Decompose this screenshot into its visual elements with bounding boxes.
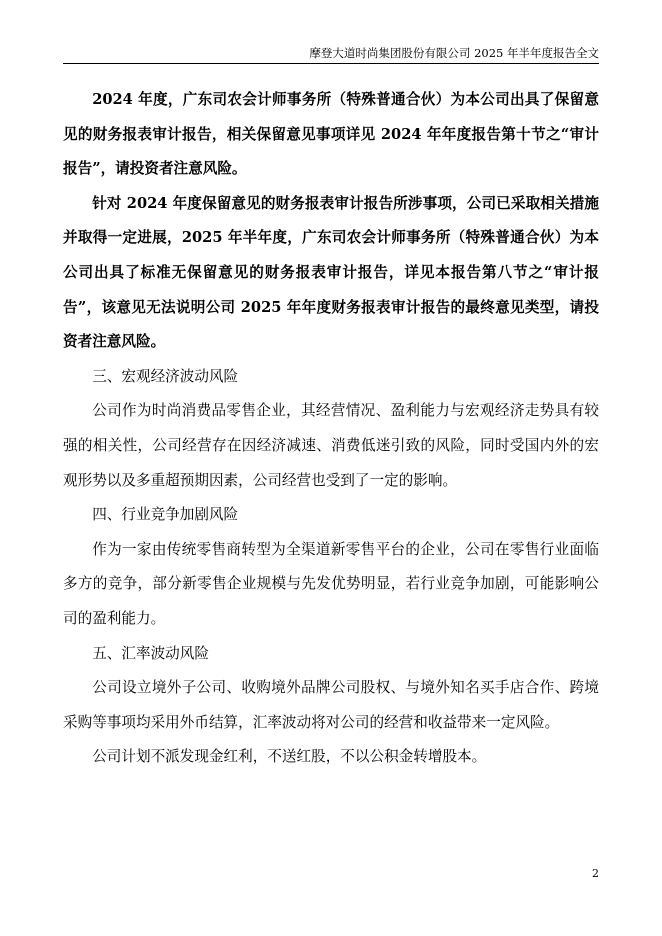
document-body bbox=[63, 83, 599, 775]
paragraph-macro-risk: 公司作为时尚消费品零售企业，其经营情况、盈利能力与宏观经济走势具有较强的相关性，公司经营存在因经济减速、消费低迷引致的风险，同时受国内外的宏观形势以及多重超预期因素，公司经营也受到了一定的影响。 bbox=[63, 402, 599, 489]
section-heading-exchange-rate-risk: 五、汇率波动风险 bbox=[92, 644, 209, 662]
paragraph-exchange-rate-risk: 公司设立境外子公司、收购境外品牌公司股权、与境外知名买手店合作、跨境采购等事项均采用外币结算，汇率波动将对公司的经营和收益带来一定风险。 bbox=[63, 679, 599, 731]
paragraph-dividend-plan: 公司计划不派发现金红利，不送红股，不以公积金转增股本。 bbox=[92, 748, 487, 766]
paragraph-competition-risk: 作为一家由传统零售商转型为全渠道新零售平台的企业，公司在零售行业面临多方的竞争，部分新零售企业规模与先发优势明显，若行业竞争加剧，可能影响公司的盈利能力。 bbox=[63, 540, 599, 627]
paragraph-audit-opinion-2024: 2024 年度，广东司农会计师事务所（特殊普通合伙）为本公司出具了保留意见的财务报表审计报告，相关保留意见事项详见 2024 年年度报告第十节之“审计报告”，请投资者注意风险。 bbox=[63, 91, 599, 178]
header-divider bbox=[63, 63, 599, 64]
section-heading-macro-risk: 三、宏观经济波动风险 bbox=[92, 367, 239, 385]
page-header: 摩登大道时尚集团股份有限公司 2025 年半年度报告全文 bbox=[309, 46, 599, 60]
page-number: 2 bbox=[592, 867, 599, 880]
section-heading-competition-risk: 四、行业竞争加剧风险 bbox=[92, 506, 239, 524]
paragraph-audit-progress-2025: 针对 2024 年度保留意见的财务报表审计报告所涉事项，公司已采取相关措施并取得一定进展，2025 年半年度，广东司农会计师事务所（特殊普通合伙）为本公司出具了标准无保留意见的财务报表审计报告，详见本报告第八节之“审计报告”，该意见无法说明公司 2025 年年度财务报表审计报告的最终意见类型，请投资者注意风险。 bbox=[63, 194, 599, 351]
